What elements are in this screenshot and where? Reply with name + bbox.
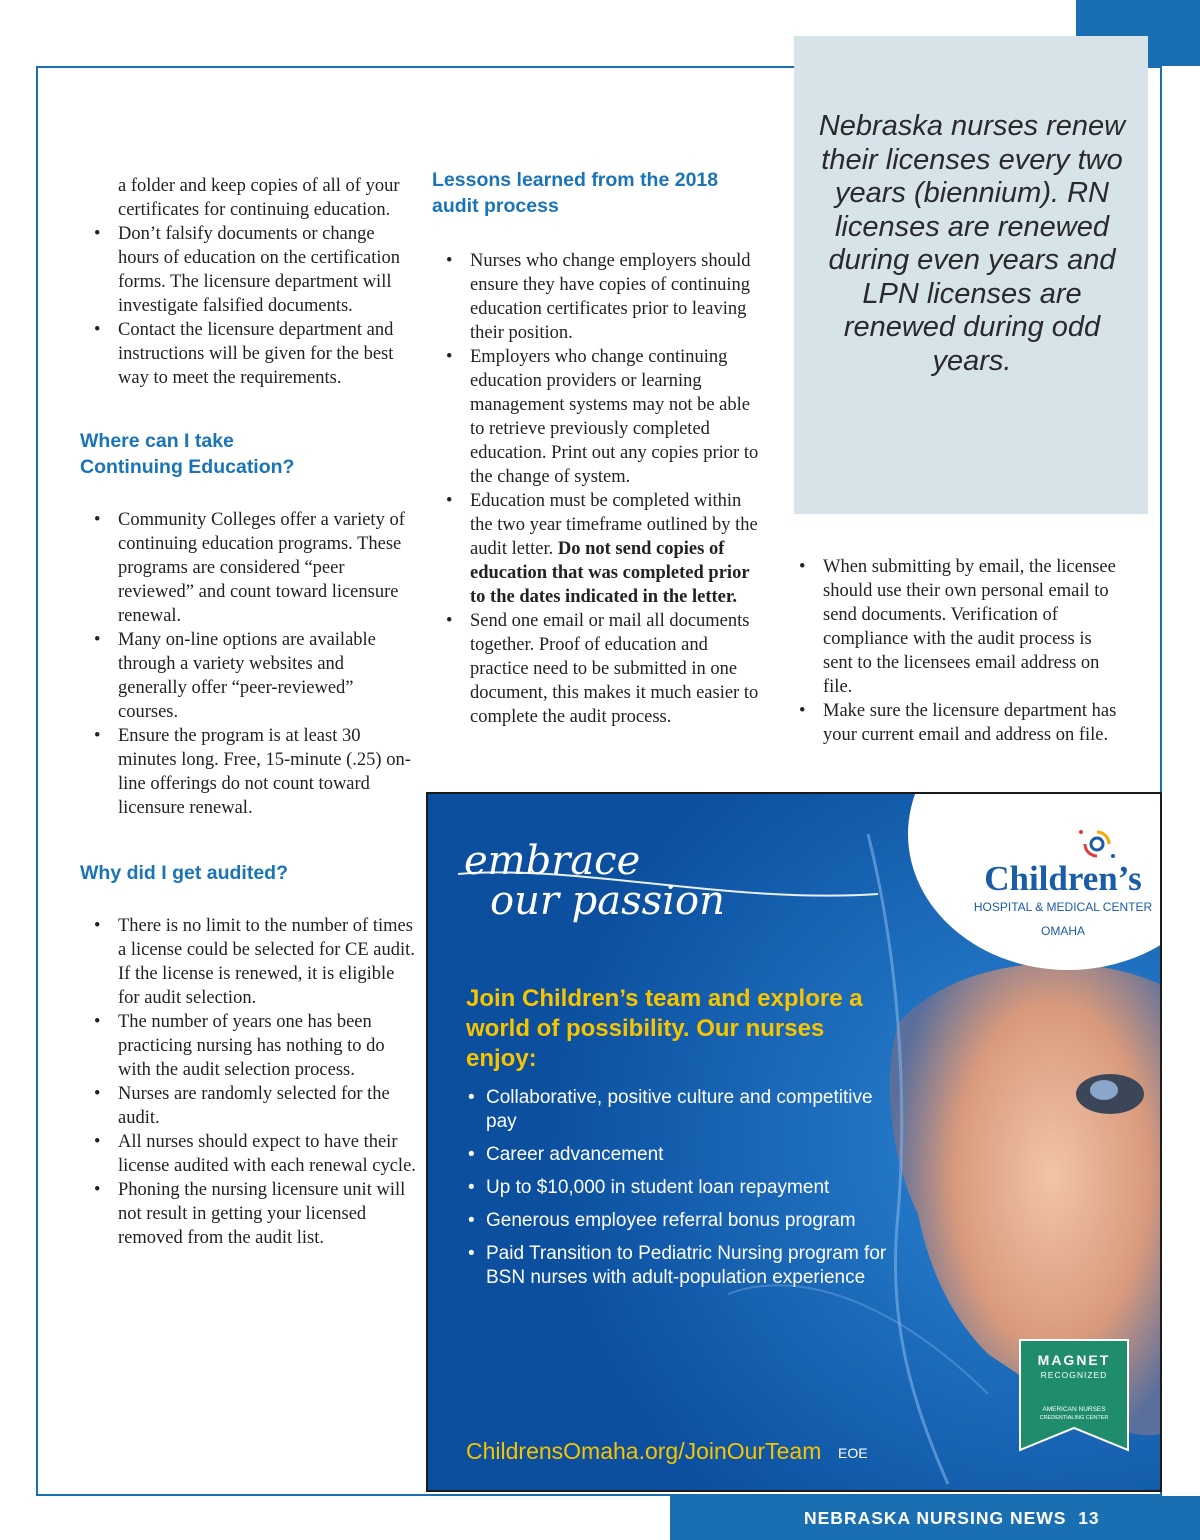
- list-item: • Generous employee referral bonus program: [466, 1209, 906, 1233]
- list-item: • Contact the licensure department and instructions will be given for the best way to meet the requirements.: [80, 318, 416, 390]
- magnet-title: MAGNET: [1037, 1352, 1111, 1368]
- logo-city: OMAHA: [1040, 924, 1085, 938]
- magnet-recognized: RECOGNIZED: [1040, 1370, 1108, 1380]
- bullet-list-where: [80, 508, 416, 820]
- list-item-text: Education must be completed within the two year timeframe outlined by the audit letter.: [470, 491, 758, 559]
- list-item: • Ensure the program is at least 30 minutes long. Free, 15-minute (.25) on-line offerings do not count toward licensure renewal.: [80, 724, 416, 820]
- list-item: • Phoning the nursing licensure unit will not result in getting your licensed removed from the audit list.: [80, 1178, 416, 1250]
- list-item: • Career advancement: [466, 1143, 906, 1167]
- ad-script-line2: our passion: [490, 878, 725, 924]
- column-right: [785, 555, 1125, 747]
- list-item: • Don’t falsify documents or change hours of education on the certification forms. The licensure department will investigate falsified documents.: [80, 222, 416, 318]
- bullet-list-why: [80, 914, 416, 1250]
- spiral-logo-icon: [1073, 824, 1119, 864]
- column-middle: [432, 167, 768, 729]
- bullet-list-email: [785, 555, 1125, 747]
- list-item-bold: Do not send copies of education that was completed prior to the dates indicated in the letter.: [470, 539, 750, 607]
- heading-lessons: Lessons learned from the 2018 audit process: [432, 169, 719, 217]
- bullet-list-lessons: [432, 249, 768, 729]
- list-item: • Make sure the licensure department has your current email and address on file.: [785, 699, 1125, 747]
- list-item: • All nurses should expect to have their license audited with each renewal cycle.: [80, 1130, 416, 1178]
- magnet-org-line1: AMERICAN NURSES: [1042, 1406, 1106, 1413]
- list-item: • Up to $10,000 in student loan repayment: [466, 1176, 906, 1200]
- list-item: • When submitting by email, the licensee should use their own personal email to send documents. Verification of compliance with the audit process is sent to the licensees email address on file.: [785, 555, 1125, 699]
- heading-why: Why did I get audited?: [80, 862, 288, 884]
- list-item: • Many on-line options are available through a variety websites and generally offer “peer-reviewed” courses.: [80, 628, 416, 724]
- list-item: • Nurses who change employers should ensure they have copies of continuing education certificates prior to leaving their position.: [432, 249, 768, 345]
- logo-name: Children’s: [984, 859, 1142, 898]
- list-item: • Employers who change continuing education providers or learning management systems may not be able to retrieve previously completed education. Print out any copies prior to the change of system.: [432, 345, 768, 489]
- list-item: • Community Colleges offer a variety of continuing education programs. These programs are considered “peer reviewed” and count toward licensure renewal.: [80, 508, 416, 628]
- intro-text: a folder and keep copies of all of your certificates for continuing education.: [118, 176, 400, 220]
- publication-name: NEBRASKA NURSING NEWS: [804, 1508, 1067, 1528]
- ad-eoe: EOE: [838, 1445, 868, 1461]
- list-item: • The number of years one has been practicing nursing has nothing to do with the audit selection process.: [80, 1010, 416, 1082]
- callout-text: Nebraska nurses renew their licenses every two years (biennium). RN licenses are renewed during even years and LPN licenses are renewed during odd years.: [818, 110, 1126, 377]
- ad-benefits-list: [466, 1086, 906, 1299]
- heading-where: Where can I take Continuing Education?: [80, 430, 295, 478]
- bullet-list-top: [80, 222, 416, 390]
- ad-script-line1: embrace: [464, 838, 641, 884]
- logo-subtitle: HOSPITAL & MEDICAL CENTER: [973, 900, 1153, 914]
- list-item: • Collaborative, positive culture and competitive pay: [466, 1086, 906, 1134]
- list-item: • There is no limit to the number of times a license could be selected for CE audit. If the license is renewed, it is eligible for audit selection.: [80, 914, 416, 1010]
- footer-publication: [804, 1499, 1100, 1537]
- column-left: [80, 174, 416, 1250]
- ad-url-link[interactable]: ChildrensOmaha.org/JoinOurTeam: [466, 1438, 822, 1464]
- list-item: • Paid Transition to Pediatric Nursing program for BSN nurses with adult-population experience: [466, 1242, 906, 1290]
- page-number: 13: [1078, 1508, 1100, 1528]
- ad-headline: Join Children’s team and explore a world of possibility. Our nurses enjoy:: [466, 985, 863, 1072]
- list-item: [432, 489, 768, 609]
- list-item: • Send one email or mail all documents together. Proof of education and practice need to be submitted in one document, this makes it much easier to complete the audit process.: [432, 609, 768, 729]
- advertisement: [426, 792, 1162, 1492]
- list-item: • Nurses are randomly selected for the audit.: [80, 1082, 416, 1130]
- magnet-org-line2: CREDENTIALING CENTER: [1039, 1415, 1109, 1421]
